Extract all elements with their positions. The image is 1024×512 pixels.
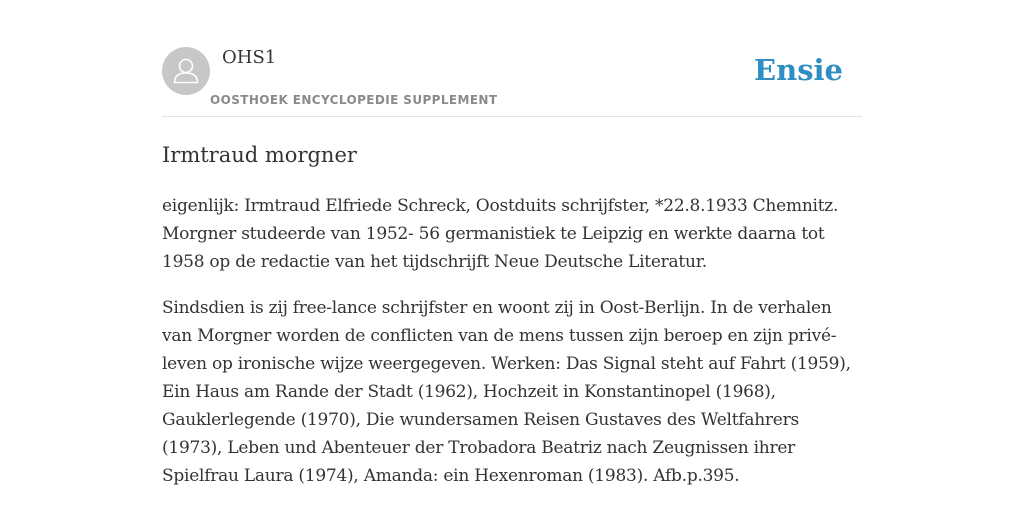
- page-title: Irmtraud morgner: [162, 143, 357, 167]
- user-icon: [162, 47, 210, 95]
- article-paragraph: Sindsdien is zij free-lance schrijfster en woont zij in Oost-Berlijn. In de verhalen van Morgner worden de conflicten van de mens tussen zijn beroep en zijn privé-leven op ironische wijze weergegeven. Werken: Das Signal steht auf Fahrt (1959), Ein Haus am Rande der Stadt (1962), Hochzeit in Konstantinopel (1968), Gauklerlegende (1970), Die wundersamen Reisen Gustaves des Weltfahrers (1973), Leben und Abenteuer der Trobadora Beatriz nach Zeugnissen ihrer Spielfrau Laura (1974), Amanda: ein Hexenroman (1983). Afb.p.395.: [162, 298, 851, 486]
- article-body: [162, 192, 862, 508]
- article-paragraph: eigenlijk: Irmtraud Elfriede Schreck, Oostduits schrijfster, *22.8.1933 Chemnitz. Morgner studeerde van 1952- 56 germanistiek te Leipzig en werkte daarna tot 1958 op de redactie van het tijdschrijft Neue Deutsche Literatur.: [162, 196, 839, 272]
- brand-logo[interactable]: Ensie: [754, 53, 843, 87]
- author-avatar[interactable]: [162, 47, 210, 95]
- author-name[interactable]: OHS1: [222, 47, 277, 68]
- article-header: [162, 46, 862, 117]
- source-name[interactable]: OOSTHOEK ENCYCLOPEDIE SUPPLEMENT: [210, 93, 498, 107]
